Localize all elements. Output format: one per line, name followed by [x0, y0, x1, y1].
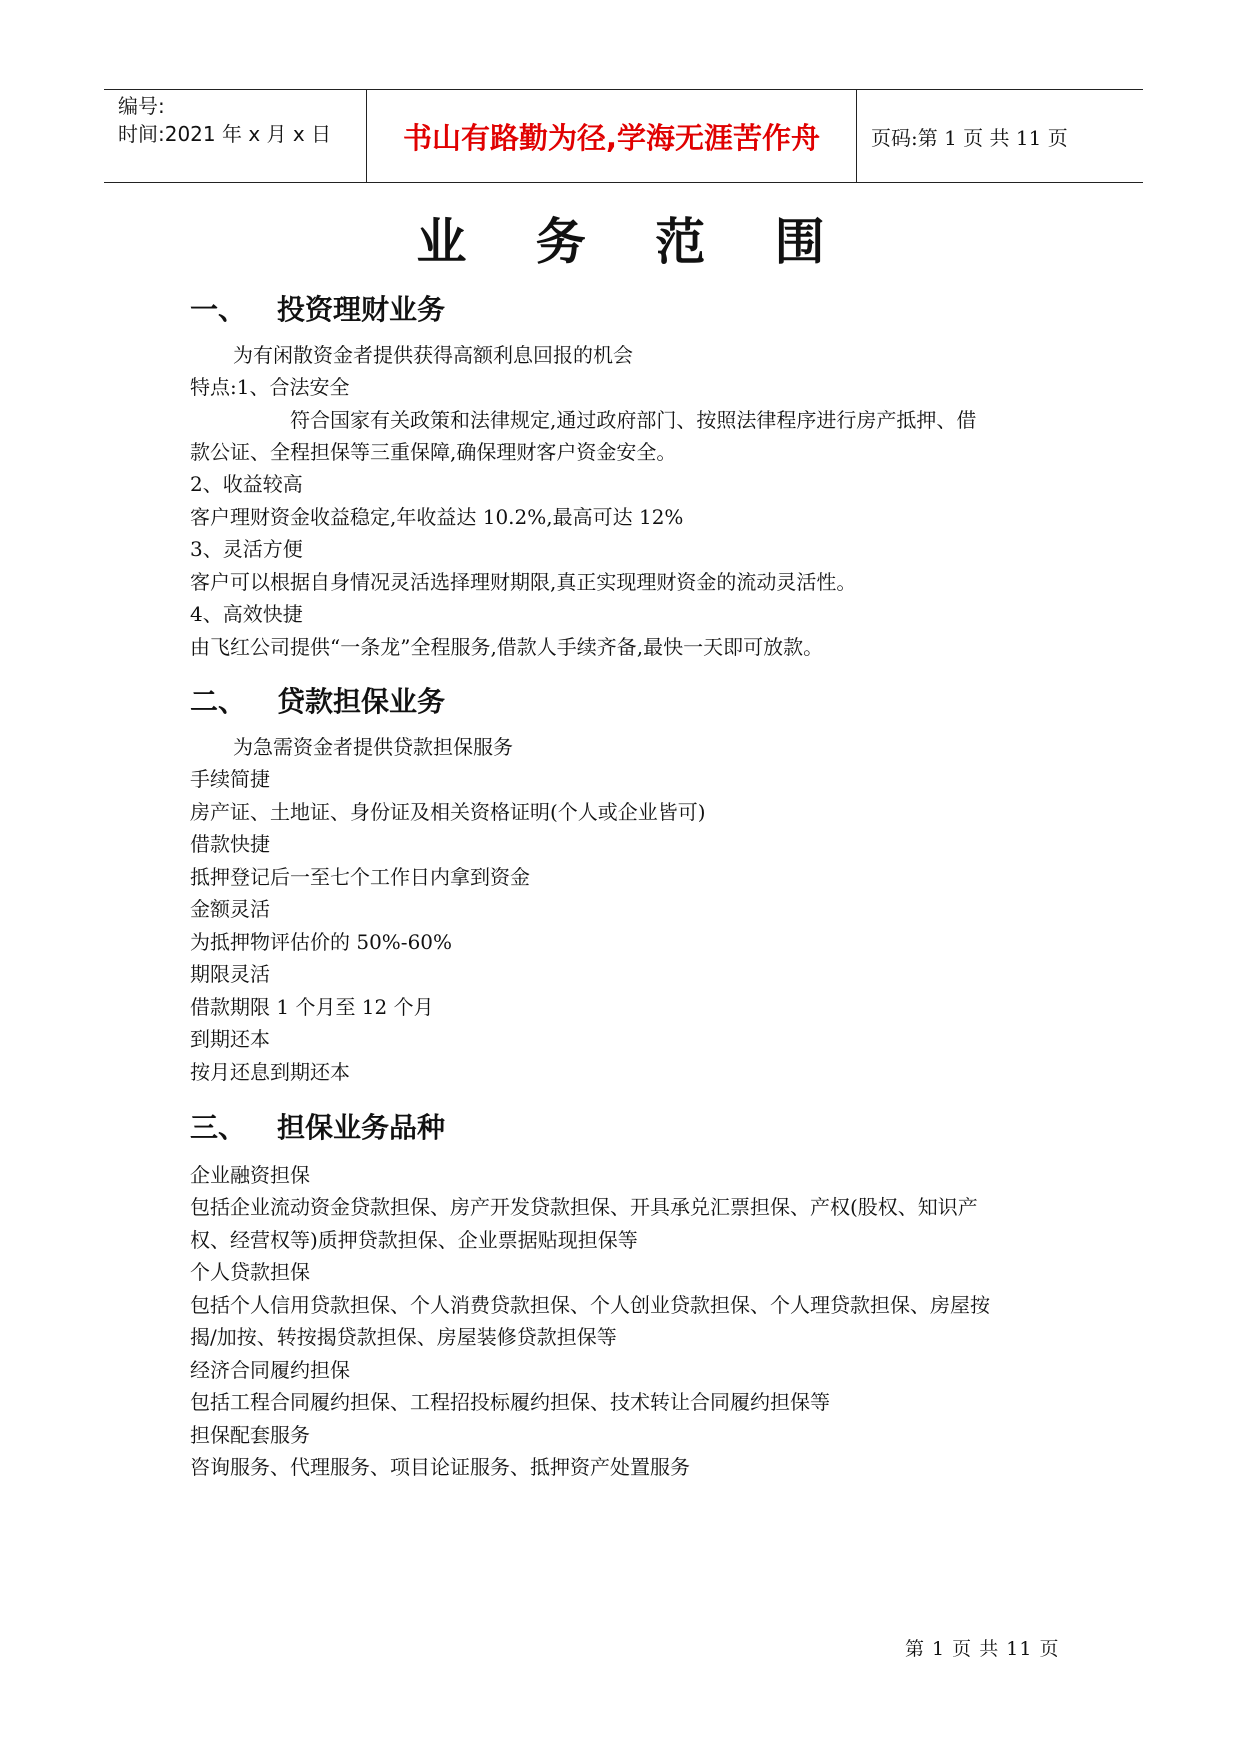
- paragraph: 企业融资担保: [190, 1163, 310, 1187]
- page-title: 业 务 范 围: [416, 213, 851, 271]
- serial-label: 编号:: [118, 94, 165, 118]
- paragraph: 咨询服务、代理服务、项目论证服务、抵押资产处置服务: [190, 1455, 690, 1479]
- page-footer: 第 1 页 共 11 页: [905, 1638, 1060, 1660]
- header-page-info: 页码:第 1 页 共 11 页: [871, 125, 1068, 150]
- paragraph: 抵押登记后一至七个工作日内拿到资金: [190, 865, 530, 889]
- paragraph: 客户可以根据自身情况灵活选择理财期限,真正实现理财资金的流动灵活性。: [190, 570, 857, 594]
- paragraph: 4、高效快捷: [190, 602, 303, 626]
- paragraph: 为急需资金者提供贷款担保服务: [233, 735, 513, 759]
- section-number: 二、: [190, 685, 247, 718]
- paragraph: 经济合同履约担保: [190, 1358, 350, 1382]
- paragraph: 款公证、全程担保等三重保障,确保理财客户资金安全。: [190, 440, 677, 464]
- section-title: 贷款担保业务: [277, 685, 446, 718]
- section-heading-2: [190, 680, 445, 720]
- time-label: 时间:2021 年 x 月 x 日: [118, 122, 332, 146]
- paragraph: 3、灵活方便: [190, 537, 303, 561]
- paragraph: 为抵押物评估价的 50%-60%: [190, 930, 453, 954]
- section-number: 三、: [190, 1111, 247, 1144]
- paragraph: 个人贷款担保: [190, 1260, 310, 1284]
- section-number: 一、: [190, 293, 247, 326]
- paragraph: 到期还本: [190, 1027, 270, 1051]
- paragraph: 为有闲散资金者提供获得高额利息回报的机会: [233, 343, 633, 367]
- paragraph: 担保配套服务: [190, 1423, 310, 1447]
- paragraph: 房产证、土地证、身份证及相关资格证明(个人或企业皆可): [190, 800, 706, 824]
- header-motto: 书山有路勤为径,学海无涯苦作舟: [367, 90, 857, 182]
- section-heading-1: [190, 288, 445, 328]
- paragraph: 由飞红公司提供“一条龙”全程服务,借款人手续齐备,最快一天即可放款。: [190, 635, 824, 659]
- paragraph: 权、经营权等)质押贷款担保、企业票据贴现担保等: [190, 1228, 638, 1252]
- page-header: [104, 89, 1143, 183]
- paragraph: 2、收益较高: [190, 472, 303, 496]
- paragraph: 借款快捷: [190, 832, 270, 856]
- paragraph: 金额灵活: [190, 897, 270, 921]
- section-heading-3: [190, 1106, 445, 1146]
- header-meta: [104, 90, 367, 182]
- paragraph: 借款期限 1 个月至 12 个月: [190, 995, 434, 1019]
- paragraph: 揭/加按、转按揭贷款担保、房屋装修贷款担保等: [190, 1325, 617, 1349]
- paragraph: 包括企业流动资金贷款担保、房产开发贷款担保、开具承兑汇票担保、产权(股权、知识产: [190, 1195, 978, 1219]
- paragraph: 按月还息到期还本: [190, 1060, 350, 1084]
- paragraph: 期限灵活: [190, 962, 270, 986]
- paragraph: 客户理财资金收益稳定,年收益达 10.2%,最高可达 12%: [190, 505, 684, 529]
- section-title: 投资理财业务: [277, 293, 446, 326]
- paragraph: 符合国家有关政策和法律规定,通过政府部门、按照法律程序进行房产抵押、借: [290, 408, 977, 432]
- paragraph: 特点:1、合法安全: [190, 375, 350, 399]
- paragraph: 包括工程合同履约担保、工程招投标履约担保、技术转让合同履约担保等: [190, 1390, 830, 1414]
- paragraph: 包括个人信用贷款担保、个人消费贷款担保、个人创业贷款担保、个人理贷款担保、房屋按: [190, 1293, 990, 1317]
- paragraph: 手续简捷: [190, 767, 270, 791]
- section-title: 担保业务品种: [277, 1111, 446, 1144]
